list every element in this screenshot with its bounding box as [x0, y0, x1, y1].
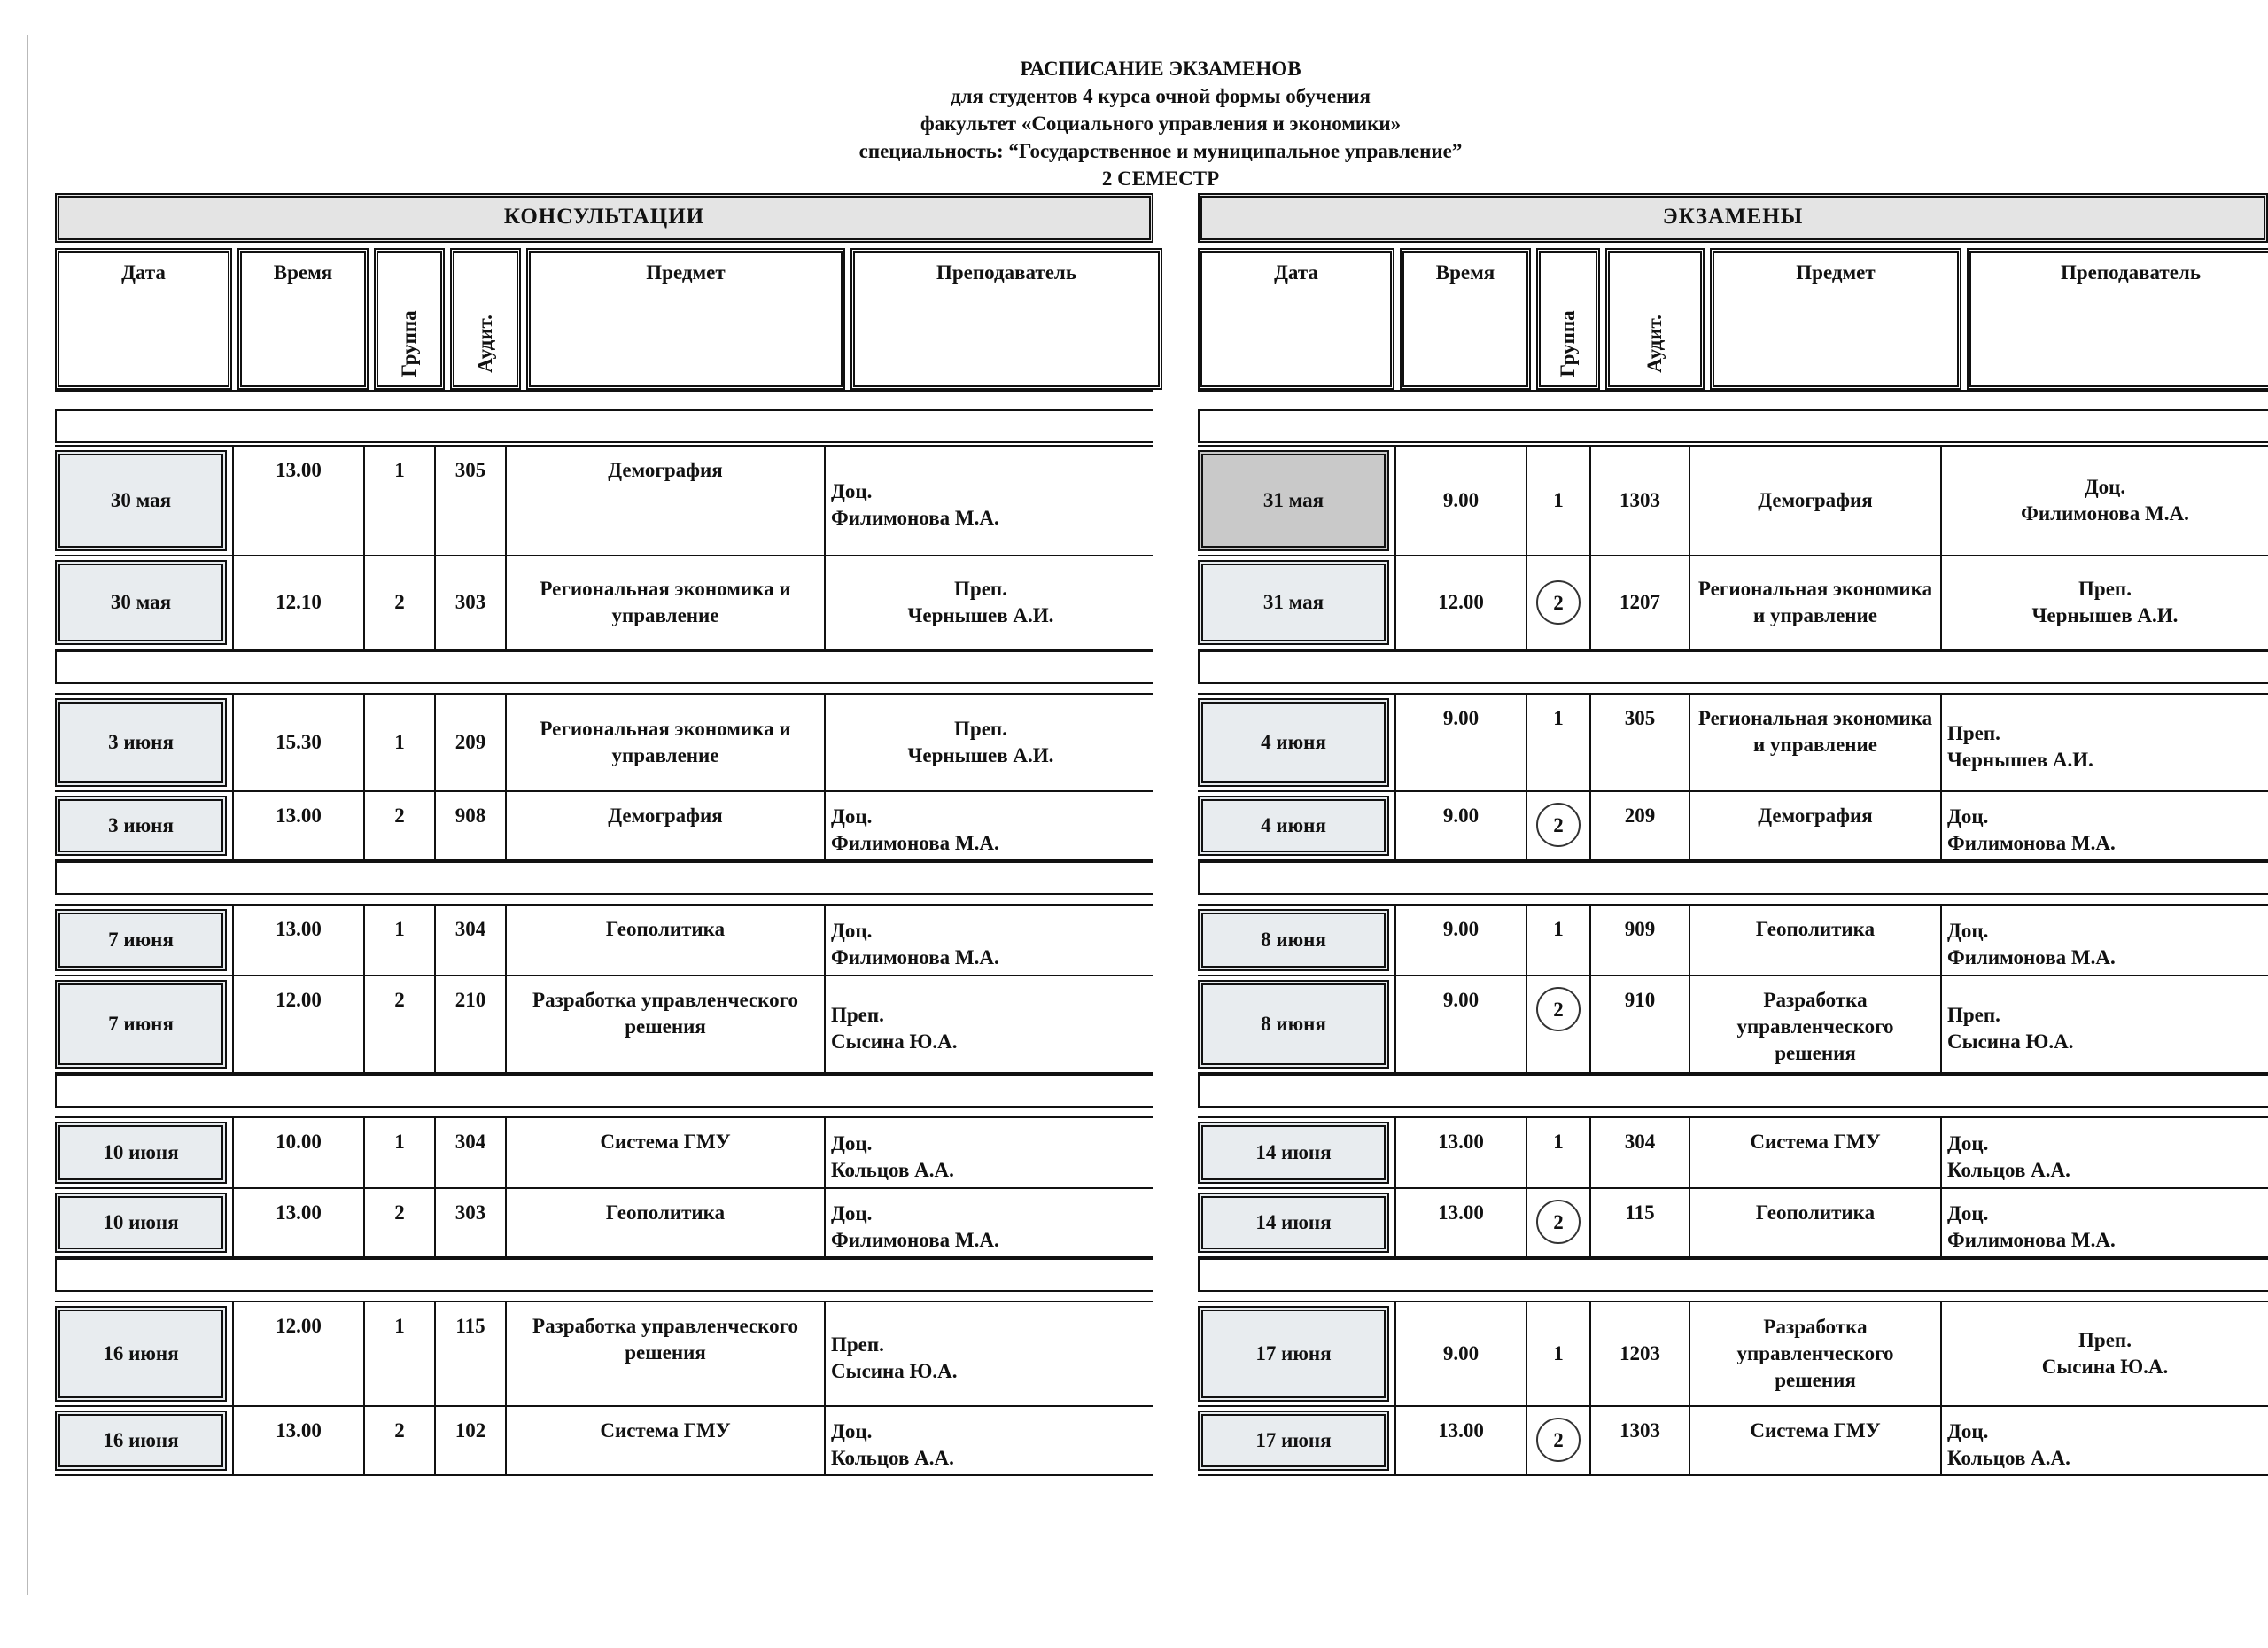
room-cell: 115 — [434, 1302, 505, 1405]
header-faculty-line: факультет «Социального управления и экономики» — [920, 113, 1402, 135]
room-cell: 1203 — [1589, 1302, 1689, 1405]
date-cell: 8 июня — [1198, 909, 1389, 971]
group-cell: 1 — [1526, 695, 1589, 790]
table-spacer — [1198, 1258, 2268, 1292]
room-cell: 303 — [434, 556, 505, 649]
subject-cell: Система ГМУ — [505, 1118, 824, 1187]
date-cell: 31 мая — [1198, 560, 1389, 645]
time-cell: 12.00 — [1394, 556, 1526, 649]
subject-cell: Разработка управленческого решения — [505, 976, 824, 1072]
table-spacer — [1198, 1074, 2268, 1108]
header-semester-line: 2 СЕМЕСТР — [1101, 167, 1220, 190]
subject-cell: Региональная экономика и управление — [505, 695, 824, 790]
exams-title: ЭКЗАМЕНЫ — [1198, 193, 2268, 243]
row-pair — [1198, 1116, 2268, 1258]
table-row — [55, 1301, 1153, 1405]
table-spacer — [55, 1258, 1153, 1292]
table-row — [1198, 975, 2268, 1074]
col-room-header-label: Аудит. — [1643, 315, 1666, 373]
col-group-header-label: Группа — [398, 310, 420, 377]
col-room-header — [1605, 248, 1705, 390]
group-cell: 2 — [363, 792, 434, 859]
row-pair — [55, 904, 1153, 1074]
teacher-cell: Доц. Филимонова М.А. — [824, 447, 1136, 555]
date-cell: 10 июня — [55, 1122, 227, 1184]
col-group-header-label: Группа — [1557, 310, 1579, 377]
col-room-header-label: Аудит. — [474, 315, 496, 373]
group-cell: 1 — [363, 1302, 434, 1405]
subject-cell: Разработка управленческого решения — [1689, 1302, 1940, 1405]
time-cell: 13.00 — [1394, 1118, 1526, 1187]
group-cell: 1 — [363, 447, 434, 555]
group-cell: 1 — [363, 1118, 434, 1187]
subject-cell: Система ГМУ — [1689, 1118, 1940, 1187]
time-cell: 9.00 — [1394, 792, 1526, 859]
group-cell: 2 — [363, 556, 434, 649]
col-teacher-header: Преподаватель — [850, 248, 1162, 390]
group-cell: 1 — [1526, 906, 1589, 975]
group-circle-mark: 2 — [1536, 1200, 1581, 1244]
date-cell: 17 июня — [1198, 1306, 1389, 1402]
room-cell: 1207 — [1589, 556, 1689, 649]
col-teacher-header: Преподаватель — [1967, 248, 2268, 390]
table-row — [1198, 1187, 2268, 1258]
table-row — [55, 790, 1153, 861]
time-cell: 15.30 — [232, 695, 363, 790]
room-cell: 1303 — [1589, 447, 1689, 555]
row-pair — [55, 445, 1153, 650]
date-cell: 10 июня — [55, 1193, 227, 1253]
date-cell: 3 июня — [55, 698, 227, 787]
teacher-cell: Преп. Сысина Ю.А. — [824, 976, 1136, 1072]
room-cell: 910 — [1589, 976, 1689, 1072]
col-date-header: Дата — [1198, 248, 1394, 390]
time-cell: 12.10 — [232, 556, 363, 649]
date-cell: 31 мая — [1198, 450, 1389, 551]
group-circle-mark: 2 — [1536, 987, 1581, 1031]
room-cell: 908 — [434, 792, 505, 859]
exams-header-row — [1198, 248, 2268, 392]
subject-cell: Геополитика — [505, 1189, 824, 1256]
room-cell: 304 — [434, 906, 505, 975]
date-cell: 30 мая — [55, 560, 227, 645]
col-group-header — [1536, 248, 1600, 390]
table-row — [1198, 555, 2268, 650]
date-cell: 14 июня — [1198, 1193, 1389, 1253]
table-row — [1198, 1301, 2268, 1405]
group-cell — [1526, 976, 1589, 1072]
subject-cell: Региональная экономика и управление — [1689, 695, 1940, 790]
table-row — [55, 1405, 1153, 1476]
teacher-cell: Преп. Чернышев А.И. — [1940, 556, 2268, 649]
row-pair — [55, 1301, 1153, 1476]
group-circle-mark: 2 — [1536, 1418, 1581, 1462]
table-row — [1198, 790, 2268, 861]
row-pair — [1198, 904, 2268, 1074]
time-cell: 13.00 — [1394, 1189, 1526, 1256]
table-row — [55, 1187, 1153, 1258]
row-pair — [1198, 693, 2268, 861]
teacher-cell: Доц. Филимонова М.А. — [1940, 447, 2268, 555]
time-cell: 9.00 — [1394, 906, 1526, 975]
table-spacer — [1198, 861, 2268, 895]
group-cell — [1526, 792, 1589, 859]
teacher-cell: Доц. Кольцов А.А. — [1940, 1407, 2268, 1474]
row-pair — [1198, 1301, 2268, 1476]
teacher-cell: Преп. Сысина Ю.А. — [1940, 1302, 2268, 1405]
room-cell: 115 — [1589, 1189, 1689, 1256]
subject-cell: Система ГМУ — [505, 1407, 824, 1474]
room-cell: 209 — [1589, 792, 1689, 859]
table-spacer — [55, 409, 1153, 443]
table-row — [1198, 904, 2268, 975]
group-circle-mark: 2 — [1536, 803, 1581, 847]
col-room-header — [450, 248, 521, 390]
date-cell: 4 июня — [1198, 698, 1389, 787]
table-row — [55, 1116, 1153, 1187]
teacher-cell: Доц. Филимонова М.А. — [824, 792, 1136, 859]
row-pair — [1198, 445, 2268, 650]
header-specialty-line: специальность: “Государственное и муниципальное управление” — [858, 140, 1463, 162]
date-cell: 16 июня — [55, 1306, 227, 1402]
group-cell: 1 — [363, 906, 434, 975]
subject-cell: Региональная экономика и управление — [505, 556, 824, 649]
teacher-cell: Преп. Чернышев А.И. — [1940, 695, 2268, 790]
subject-cell: Разработка управленческого решения — [1689, 976, 1940, 1072]
date-cell: 8 июня — [1198, 980, 1389, 1069]
teacher-cell: Доц. Кольцов А.А. — [1940, 1118, 2268, 1187]
group-cell: 1 — [1526, 1118, 1589, 1187]
row-pair — [55, 1116, 1153, 1258]
subject-cell: Разработка управленческого решения — [505, 1302, 824, 1405]
group-cell: 2 — [363, 1189, 434, 1256]
subject-cell: Демография — [1689, 792, 1940, 859]
time-cell: 9.00 — [1394, 695, 1526, 790]
time-cell: 13.00 — [232, 906, 363, 975]
consultations-header-row — [55, 248, 1153, 392]
document-title: РАСПИСАНИЕ ЭКЗАМЕНОВ — [1020, 58, 1301, 80]
time-cell: 9.00 — [1394, 976, 1526, 1072]
room-cell: 102 — [434, 1407, 505, 1474]
col-subject-header: Предмет — [526, 248, 845, 390]
group-cell — [1526, 1407, 1589, 1474]
group-cell: 1 — [1526, 447, 1589, 555]
col-time-header: Время — [237, 248, 369, 390]
group-circle-mark: 2 — [1536, 580, 1581, 625]
col-date-header: Дата — [55, 248, 232, 390]
room-cell: 1303 — [1589, 1407, 1689, 1474]
teacher-cell: Доц. Кольцов А.А. — [824, 1118, 1136, 1187]
teacher-cell: Доц. Филимонова М.А. — [1940, 1189, 2268, 1256]
room-cell: 304 — [1589, 1118, 1689, 1187]
room-cell: 909 — [1589, 906, 1689, 975]
table-row — [1198, 693, 2268, 790]
consultations-title: КОНСУЛЬТАЦИИ — [55, 193, 1153, 243]
time-cell: 12.00 — [232, 1302, 363, 1405]
table-spacer — [55, 861, 1153, 895]
table-row — [55, 555, 1153, 650]
room-cell: 305 — [1589, 695, 1689, 790]
teacher-cell: Доц. Филимонова М.А. — [1940, 906, 2268, 975]
header-course-line: для студентов 4 курса очной формы обучения — [951, 85, 1371, 107]
row-pair — [55, 693, 1153, 861]
subject-cell: Демография — [505, 447, 824, 555]
date-cell: 4 июня — [1198, 796, 1389, 856]
time-cell: 13.00 — [232, 1407, 363, 1474]
subject-cell: Геополитика — [1689, 906, 1940, 975]
room-cell: 210 — [434, 976, 505, 1072]
date-cell: 7 июня — [55, 909, 227, 971]
group-cell — [1526, 1189, 1589, 1256]
subject-cell: Геополитика — [505, 906, 824, 975]
subject-cell: Региональная экономика и управление — [1689, 556, 1940, 649]
subject-cell: Демография — [505, 792, 824, 859]
room-cell: 304 — [434, 1118, 505, 1187]
exams-body — [1198, 445, 2268, 1476]
consultations-table — [55, 193, 1153, 1476]
col-subject-header: Предмет — [1710, 248, 1961, 390]
teacher-cell: Преп. Сысина Ю.А. — [824, 1302, 1136, 1405]
time-cell: 13.00 — [232, 447, 363, 555]
date-cell: 14 июня — [1198, 1122, 1389, 1184]
room-cell: 305 — [434, 447, 505, 555]
table-row — [55, 445, 1153, 555]
teacher-cell: Преп. Чернышев А.И. — [824, 556, 1136, 649]
exams-table — [1198, 193, 2268, 1476]
room-cell: 209 — [434, 695, 505, 790]
table-row — [55, 693, 1153, 790]
time-cell: 13.00 — [1394, 1407, 1526, 1474]
teacher-cell: Доц. Кольцов А.А. — [824, 1407, 1136, 1474]
table-row — [1198, 1116, 2268, 1187]
room-cell: 303 — [434, 1189, 505, 1256]
subject-cell: Система ГМУ — [1689, 1407, 1940, 1474]
table-spacer — [1198, 409, 2268, 443]
time-cell: 13.00 — [232, 792, 363, 859]
teacher-cell: Доц. Филимонова М.А. — [1940, 792, 2268, 859]
teacher-cell: Доц. Филимонова М.А. — [824, 1189, 1136, 1256]
date-cell: 17 июня — [1198, 1411, 1389, 1471]
group-cell: 1 — [363, 695, 434, 790]
time-cell: 9.00 — [1394, 1302, 1526, 1405]
group-cell: 2 — [363, 1407, 434, 1474]
time-cell: 10.00 — [232, 1118, 363, 1187]
table-spacer — [1198, 650, 2268, 684]
date-cell: 16 июня — [55, 1411, 227, 1471]
table-row — [55, 904, 1153, 975]
time-cell: 13.00 — [232, 1189, 363, 1256]
date-cell: 3 июня — [55, 796, 227, 856]
table-row — [55, 975, 1153, 1074]
table-spacer — [55, 650, 1153, 684]
date-cell: 30 мая — [55, 450, 227, 551]
teacher-cell: Преп. Сысина Ю.А. — [1940, 976, 2268, 1072]
table-row — [1198, 1405, 2268, 1476]
document-header — [0, 55, 2268, 192]
teacher-cell: Доц. Филимонова М.А. — [824, 906, 1136, 975]
col-time-header: Время — [1400, 248, 1531, 390]
time-cell: 9.00 — [1394, 447, 1526, 555]
time-cell: 12.00 — [232, 976, 363, 1072]
table-row — [1198, 445, 2268, 555]
group-cell — [1526, 556, 1589, 649]
group-cell: 1 — [1526, 1302, 1589, 1405]
table-spacer — [55, 1074, 1153, 1108]
teacher-cell: Преп. Чернышев А.И. — [824, 695, 1136, 790]
consultations-body — [55, 445, 1153, 1476]
date-cell: 7 июня — [55, 980, 227, 1069]
subject-cell: Геополитика — [1689, 1189, 1940, 1256]
scan-edge-line — [27, 35, 28, 1595]
subject-cell: Демография — [1689, 447, 1940, 555]
group-cell: 2 — [363, 976, 434, 1072]
col-group-header — [374, 248, 445, 390]
